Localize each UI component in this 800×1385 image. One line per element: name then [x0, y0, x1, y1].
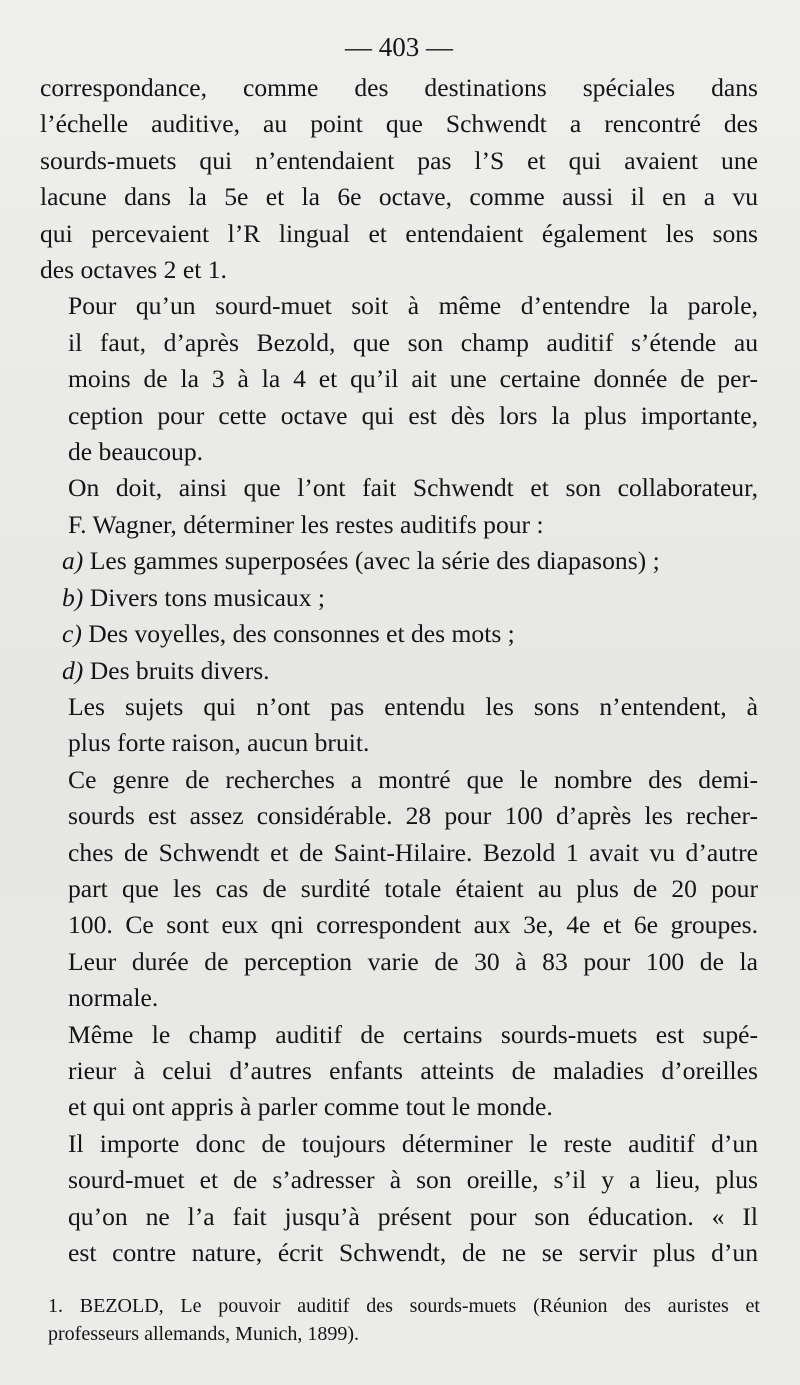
text-line: ception pour cette octave qui est dès lors la plus importante,: [68, 400, 758, 430]
page-number: — 403 —: [345, 32, 453, 62]
list-item-a: [40, 543, 758, 579]
text-line: est contre nature, écrit Schwendt, de ne se servir plus d’un: [68, 1238, 758, 1267]
text-line: il faut, d’après Bezold, que son champ auditif s’étende au: [68, 327, 758, 357]
text-line: normale.: [68, 983, 159, 1013]
text-line: Il importe donc de toujours déterminer le reste auditif d’un: [68, 1128, 758, 1158]
list-letter: b): [62, 582, 84, 612]
text-line: 100. Ce sont eux qni correspondent aux 3e, 4e et 6e groupes.: [68, 910, 758, 940]
list-item-b: [40, 580, 758, 616]
text-line: Pour qu’un sourd-muet soit à même d’entendre la parole,: [68, 291, 758, 321]
text-line: Leur durée de perception varie de 30 à 83 pour 100 de la: [68, 946, 758, 976]
paragraph-3: [40, 470, 758, 543]
text-line: sourd-muet et de s’adresser à son oreille, s’il y a lieu, plus: [68, 1165, 758, 1195]
footnote: [48, 1292, 760, 1348]
list-text: Divers tons musicaux ;: [89, 582, 326, 612]
list-letter: d): [62, 655, 84, 685]
lettered-list: [40, 543, 758, 689]
text-line: part que les cas de surdité totale étaient au plus de 20 pour: [68, 873, 758, 903]
text-line: sourds-muets qui n’entendaient pas l’S et qui avaient une: [40, 145, 758, 175]
footnote-line: 1. BEZOLD, Le pouvoir auditif des sourds-muets (Réunion des auristes et: [48, 1295, 760, 1317]
text-line: F. Wagner, déterminer les restes auditifs pour :: [68, 509, 544, 539]
text-line: rieur à celui d’autres enfants atteints de maladies d’oreilles: [68, 1055, 758, 1085]
text-line: plus forte raison, aucun bruit.: [68, 728, 370, 758]
paragraph-4: [40, 689, 758, 762]
text-line: des octaves 2 et 1.: [40, 255, 227, 285]
text-line: lacune dans la 5e et la 6e octave, comme aussi il en a vu: [40, 182, 758, 212]
list-letter: a): [62, 546, 84, 576]
list-letter: c): [62, 619, 82, 649]
text-line: l’échelle auditive, au point que Schwendt a rencontré des: [40, 109, 758, 139]
text-line: moins de la 3 à la 4 et qu’il ait une certaine donnée de per-: [68, 364, 758, 394]
paragraph-6: [40, 1017, 758, 1126]
text-line: ches de Schwendt et de Saint-Hilaire. Bezold 1 avait vu d’autre: [68, 837, 758, 867]
paragraph-7: [40, 1126, 758, 1272]
list-text: Des bruits divers.: [89, 655, 270, 685]
text-line: sourds est assez considérable. 28 pour 100 d’après les recher-: [68, 801, 758, 831]
paragraph-1: [40, 70, 758, 288]
list-text: Des voyelles, des consonnes et des mots ;: [88, 619, 515, 649]
text-line: Ce genre de recherches a montré que le nombre des demi-: [68, 764, 758, 794]
text-line: et qui ont appris à parler comme tout le monde.: [68, 1092, 553, 1122]
footnote-line: professeurs allemands, Munich, 1899).: [48, 1323, 360, 1345]
list-text: Les gammes superposées (avec la série des diapasons) ;: [89, 546, 660, 576]
paragraph-2: [40, 288, 758, 470]
text-line: qu’on ne l’a fait jusqu’à présent pour son éducation. « Il: [68, 1201, 758, 1231]
body-text: [40, 70, 758, 1271]
text-line: Les sujets qui n’ont pas entendu les sons n’entendent, à: [68, 691, 758, 721]
list-item-d: [40, 653, 758, 689]
list-item-c: [40, 616, 758, 652]
text-line: qui percevaient l’R lingual et entendaient également les sons: [40, 218, 758, 248]
text-line: On doit, ainsi que l’ont fait Schwendt et son collaborateur,: [68, 473, 758, 503]
text-line: Même le champ auditif de certains sourds-muets est supé-: [68, 1019, 758, 1049]
text-line: de beaucoup.: [68, 437, 204, 467]
paragraph-5: [40, 762, 758, 1017]
text-line: correspondance, comme des destinations spéciales dans: [40, 73, 758, 102]
